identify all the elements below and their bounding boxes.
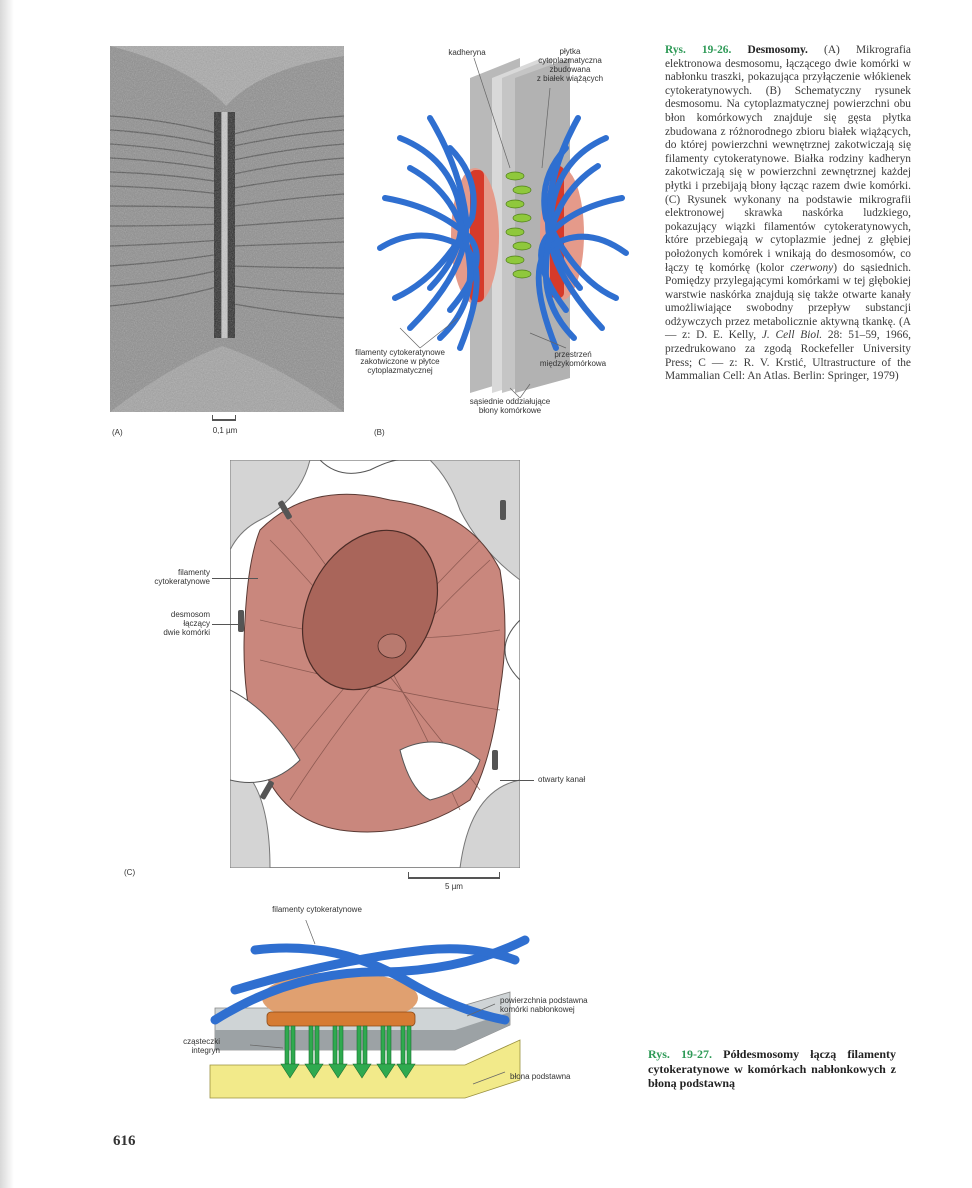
panel-label-b: (B) [374, 428, 385, 437]
label-c-desmosome: desmosom łączący dwie komórki [163, 610, 210, 637]
caption-19-26-title: Desmosomy. [747, 44, 808, 56]
caption-19-26-number: Rys. 19-26. [665, 44, 732, 56]
label-adjacent-membranes: sąsiednie oddziałujące błony komórkowe [469, 397, 551, 415]
label-c-open-channel: otwarty kanał [538, 775, 586, 784]
caption-19-27-number: Rys. 19-27. [648, 1047, 713, 1061]
scale-bar-a [212, 419, 236, 421]
label-cadherin: kadheryna [448, 48, 486, 57]
desmosome-diagram-b [370, 48, 636, 398]
page-binding-shadow [0, 0, 14, 1188]
caption-19-26-text-a: (A) Mikrografia elektronowa desmosomu, łączącego dwie komórki w nabłonku traszki, pokazująca przyłączenie włókienek cytokeratynowych. (B) Schematyczny rysunek desmosomu. Na cytoplazmatycznej powierzchni obu błon komórkowych znajduje się gęsta płytka zbudowana z różnorodnego zbioru białek wiążących, do której powierzchni wewnętrznej zakotwiczają się filamenty cytokeratynowe. Białka rodziny kadheryn zakotwiczają się w powierzchni zewnętrznej każdej płytki i przebijają błony łącząc razem dwie komórki. (C) Rysunek wykonany na podstawie mikrografii elektronowej skrawka naskórka ludzkiego, pokazujący wiązki filamentów cytokeratynowych, które przebiegają w cytoplazmie jednej z głębiej położonych komórek i wnikają do desmosomów, co łączy tę komórkę (kolor [665, 44, 911, 274]
panel-label-a: (A) [112, 428, 123, 437]
epidermis-drawing-c [230, 460, 520, 868]
scale-bar-c [408, 877, 500, 879]
label-d-filaments: filamenty cytokeratynowe [272, 905, 362, 914]
leader-channel-c [500, 780, 534, 781]
caption-19-26-color-word: czerwony [790, 261, 834, 274]
scale-label-c: 5 µm [445, 882, 463, 891]
label-d-basal-surface: powierzchnia podstawna komórki nabłonkowej [500, 996, 588, 1014]
hemidesmosome-diagram [205, 920, 535, 1100]
label-intercellular-space: przestrzeń międzykomórkowa [539, 350, 607, 368]
label-c-filaments: filamenty cytokeratynowe [154, 568, 210, 586]
label-d-basal-lamina: błona podstawna [510, 1072, 571, 1081]
leader-filaments-c [212, 578, 258, 579]
label-cytoplasmic-plaque: płytka cytoplazmatyczna zbudowana z białek wiążących [536, 47, 604, 83]
caption-19-26-text-b: ) do sąsiednich. Pomiędzy przylegającymi komórkami w tej głębokiej warstwie naskórka znajdują się także otwarte kanały umożliwiające swobodny przepływ substancji odżywczych przez metabolicznie aktywną tkankę. (A — z: D. E. Kelly, [665, 261, 911, 342]
caption-19-27-text: Półdesmosomy łączą filamenty cytokeratynowe w komórkach nabłonkowych z błoną podstawną [648, 1047, 896, 1090]
scale-label-a: 0,1 µm [212, 426, 238, 435]
page-number: 616 [113, 1133, 136, 1149]
label-anchored-filaments: filamenty cytokeratynowe zakotwiczone w płytce cytoplazmatycznej [355, 348, 445, 375]
label-d-integrins: cząsteczki integryn [183, 1037, 220, 1055]
micrograph-a [110, 46, 344, 412]
leader-desmosome-c [212, 624, 238, 625]
caption-19-26-journal: J. Cell Biol. [761, 329, 823, 342]
caption-19-27 [648, 1047, 896, 1091]
panel-label-c: (C) [124, 868, 136, 877]
caption-19-26-text-c: 28: 51–59, 1966, przedrukowano za zgodą Rockefeller University Press; C — z: R. V. Krstić, Ultrastructure of the Mammalian Cell: An Atlas. Berlin: Springer, 1979) [665, 329, 911, 383]
caption-19-26 [665, 44, 911, 384]
